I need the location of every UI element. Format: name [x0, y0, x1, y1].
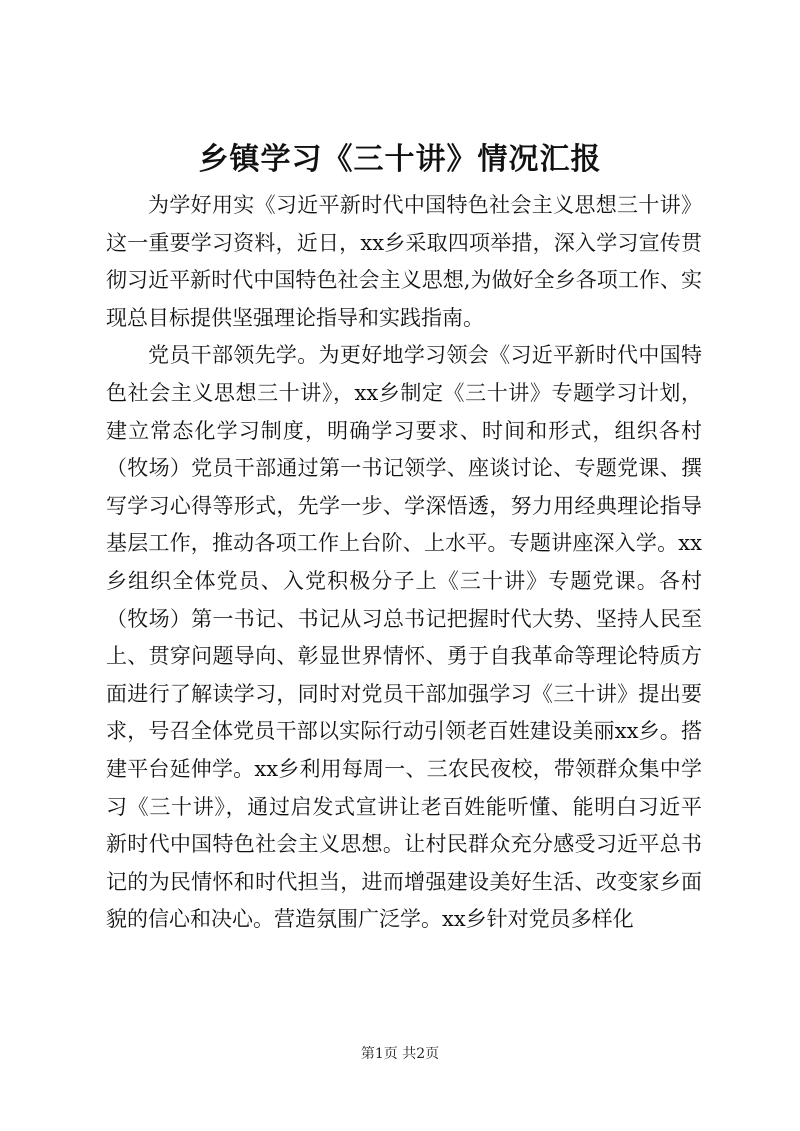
body-paragraph-measures: 党员干部领先学。为更好地学习领会《习近平新时代中国特色社会主义思想三十讲》，xx乡制定《三十讲》专题学习计划，建立常态化学习制度，明确学习要求、时间和形式，组织各村（牧场）党员干部通过第一书记领学、座谈讨论、专题党课、撰写学习心得等形式，先学一步、学深悟透，努力用经典理论指导基层工作，推动各项工作上台阶、上水平。专题讲座深入学。xx乡组织全体党员、入党积极分子上《三十讲》专题党课。各村（牧场）第一书记、书记从习总书记把握时代大势、坚持人民至上、贯穿问题导向、彰显世界情怀、勇于自我革命等理论特质方面进行了解读学习，同时对党员干部加强学习《三十讲》提出要求，号召全体党员干部以实际行动引领老百姓建设美丽xx乡。搭建平台延伸学。xx乡利用每周一、三农民夜校，带领群众集中学习《三十讲》，通过启发式宣讲让老百姓能听懂、能明白习近平新时代中国特色社会主义思想。让村民群众充分感受习近平总书记的为民情怀和时代担当，进而增强建设美好生活、改变家乡面貌的信心和决心。营造氛围广泛学。xx乡针对党员多样化	[106, 343, 702, 932]
page-number-footer: 第1页 共2页	[360, 1046, 440, 1062]
document-title: 乡镇学习《三十讲》情况汇报	[198, 142, 602, 177]
document-body	[106, 187, 702, 939]
body-paragraph-intro: 为学好用实《习近平新时代中国特色社会主义思想三十讲》这一重要学习资料，近日，xx乡采取四项举措，深入学习宣传贯彻习近平新时代中国特色社会主义思想,为做好全乡各项工作、实现总目标提供坚强理论指导和实践指南。	[106, 193, 702, 330]
